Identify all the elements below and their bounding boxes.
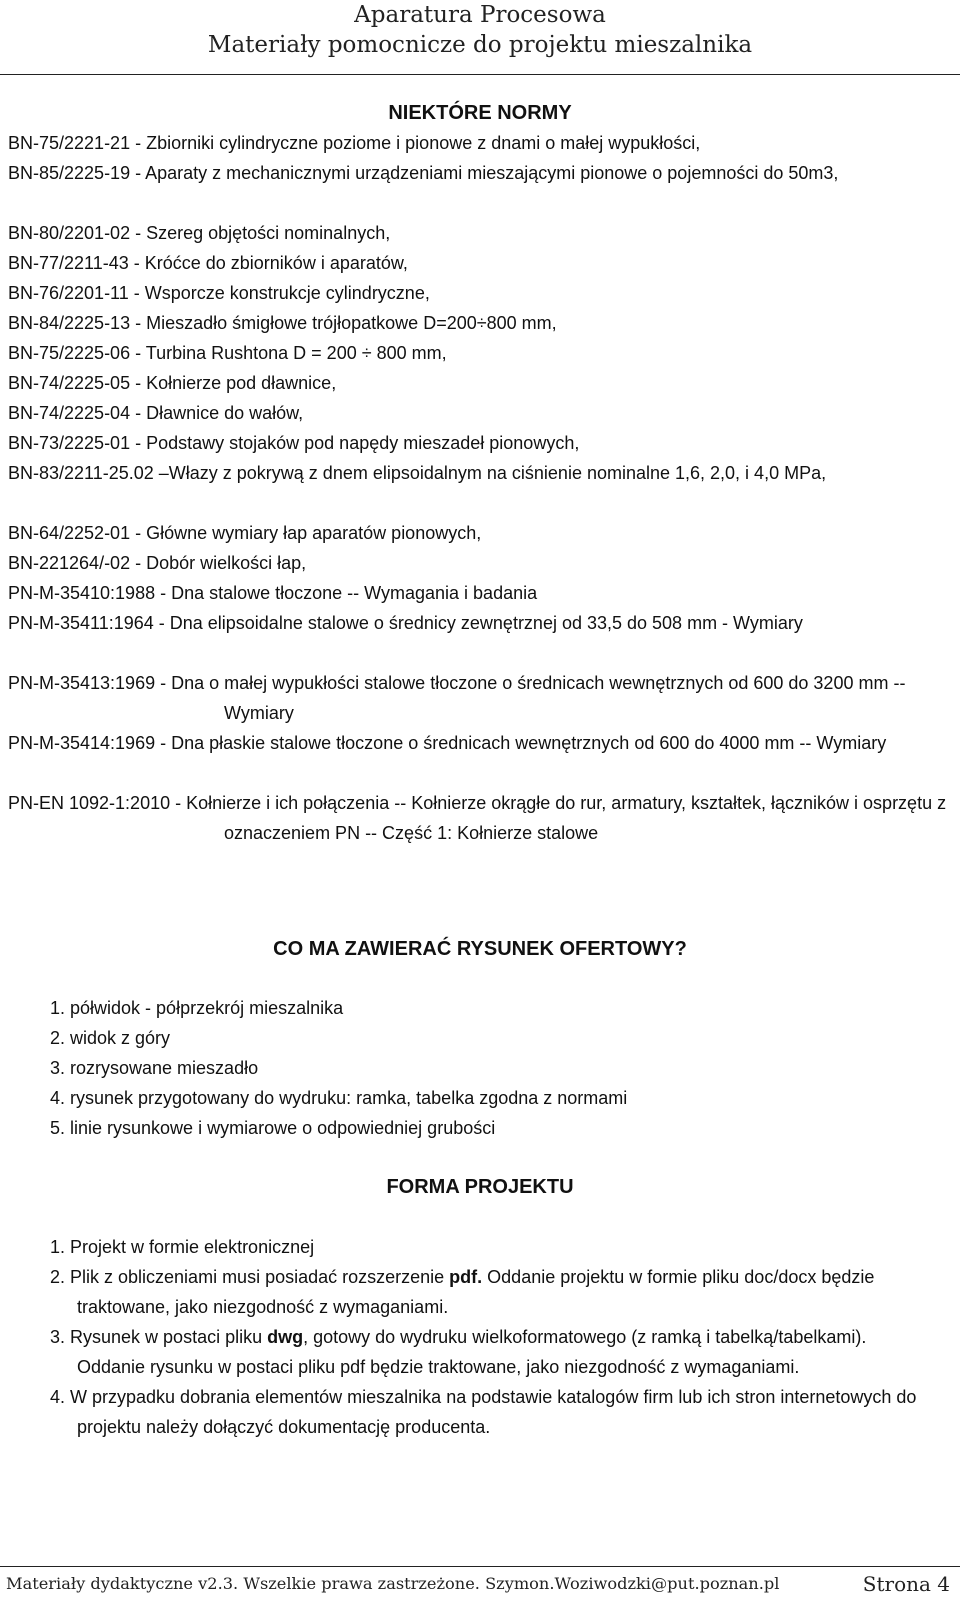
norm-item: BN-73/2225-01 - Podstawy stojaków pod napędy mieszadeł pionowych, <box>8 433 580 453</box>
list-item: 4. rysunek przygotowany do wydruku: ramka, tabelka zgodna z normami <box>50 1088 628 1108</box>
norm-item: BN-74/2225-05 - Kołnierze pod dławnice, <box>8 373 337 393</box>
norm-item: BN-84/2225-13 - Mieszadło śmigłowe trójłopatkowe D=200÷800 mm, <box>8 313 557 333</box>
norms-heading: NIEKTÓRE NORMY <box>388 102 572 124</box>
norm-item: BN-75/2221-21 - Zbiorniki cylindryczne poziome i pionowe z dnami o małej wypukłości, <box>8 133 701 153</box>
norm-item: PN-M-35410:1988 - Dna stalowe tłoczone -- Wymagania i badania <box>8 583 538 603</box>
list-item-text: , gotowy do wydruku wielkoformatowego (z ramką i tabelką/tabelkami). Oddanie rysunku w postaci pliku pdf będzie traktowane, jako niezgodność z wymaganiami. <box>77 1327 867 1377</box>
norm-item: BN-77/2211-43 - Króćce do zbiorników i aparatów, <box>8 253 408 273</box>
list-item <box>50 1322 930 1382</box>
footer-copyright: Materiały dydaktyczne v2.3. Wszelkie prawa zastrzeżone. Szymon.Woziwodzki@put.poznan.pl <box>6 1574 780 1593</box>
drawing-list <box>50 993 930 1143</box>
page-header <box>0 0 960 75</box>
list-item-text: 3. Rysunek w postaci pliku <box>50 1327 268 1347</box>
norm-item: PN-M-35414:1969 - Dna płaskie stalowe tłoczone o średnicach wewnętrznych od 600 do 4000 mm -- Wymiary <box>8 733 887 753</box>
norm-item: BN-83/2211-25.02 –Włazy z pokrywą z dnem elipsoidalnym na ciśnienie nominalne 1,6, 2,0, i 4,0 MPa, <box>8 463 827 483</box>
list-item-bold: dwg <box>267 1327 304 1347</box>
norm-item: BN-74/2225-04 - Dławnice do wałów, <box>8 403 304 423</box>
list-item: 2. widok z góry <box>50 1028 171 1048</box>
norm-item: PN-M-35411:1964 - Dna elipsoidalne stalowe o średnicy zewnętrznej od 33,5 do 508 mm - Wymiary <box>8 613 803 633</box>
norm-item: BN-64/2252-01 - Główne wymiary łap aparatów pionowych, <box>8 523 482 543</box>
list-item <box>50 1262 930 1322</box>
header-subtitle: Materiały pomocnicze do projektu mieszalnika <box>207 32 753 58</box>
norm-item: BN-221264/-02 - Dobór wielkości łap, <box>8 553 307 573</box>
drawing-heading: CO MA ZAWIERAĆ RYSUNEK OFERTOWY? <box>273 938 687 960</box>
list-item: 4. W przypadku dobrania elementów mieszalnika na podstawie katalogów firm lub ich stron internetowych do projektu należy dołączyć dokumentację producenta. <box>50 1387 917 1437</box>
list-item: 1. półwidok - półprzekrój mieszalnika <box>50 998 344 1018</box>
page-footer <box>0 1566 960 1603</box>
header-title: Aparatura Procesowa <box>354 2 606 28</box>
form-heading: FORMA PROJEKTU <box>386 1176 574 1198</box>
norm-item: BN-76/2201-11 - Wsporcze konstrukcje cylindryczne, <box>8 283 430 303</box>
page-number: Strona 4 <box>862 1572 950 1596</box>
list-item: 3. rozrysowane mieszadło <box>50 1058 259 1078</box>
list-item-bold: pdf. <box>449 1267 483 1287</box>
norm-item: BN-85/2225-19 - Aparaty z mechanicznymi urządzeniami mieszającymi pionowe o pojemności do 50m3, <box>8 163 839 183</box>
norm-item: BN-80/2201-02 - Szereg objętości nominalnych, <box>8 223 391 243</box>
form-list <box>50 1232 930 1442</box>
norm-item: PN-M-35413:1969 - Dna o małej wypukłości stalowe tłoczone o średnicach wewnętrznych od 600 do 3200 mm -- Wymiary <box>8 673 906 723</box>
list-item: 1. Projekt w formie elektronicznej <box>50 1237 315 1257</box>
norm-item: PN-EN 1092-1:2010 - Kołnierze i ich połączenia -- Kołnierze okrągłe do rur, armatury, kształtek, łączników i osprzętu z oznaczeniem PN -- Część 1: Kołnierze stalowe <box>8 793 947 843</box>
list-item: 5. linie rysunkowe i wymiarowe o odpowiedniej grubości <box>50 1118 496 1138</box>
list-item-text: Oddanie projektu w formie pliku doc/docx będzie traktowane, jako niezgodność z wymaganiami. <box>77 1267 875 1317</box>
list-item-text: 2. Plik z obliczeniami musi posiadać rozszerzenie <box>50 1267 450 1287</box>
norm-item: BN-75/2225-06 - Turbina Rushtona D = 200 ÷ 800 mm, <box>8 343 447 363</box>
